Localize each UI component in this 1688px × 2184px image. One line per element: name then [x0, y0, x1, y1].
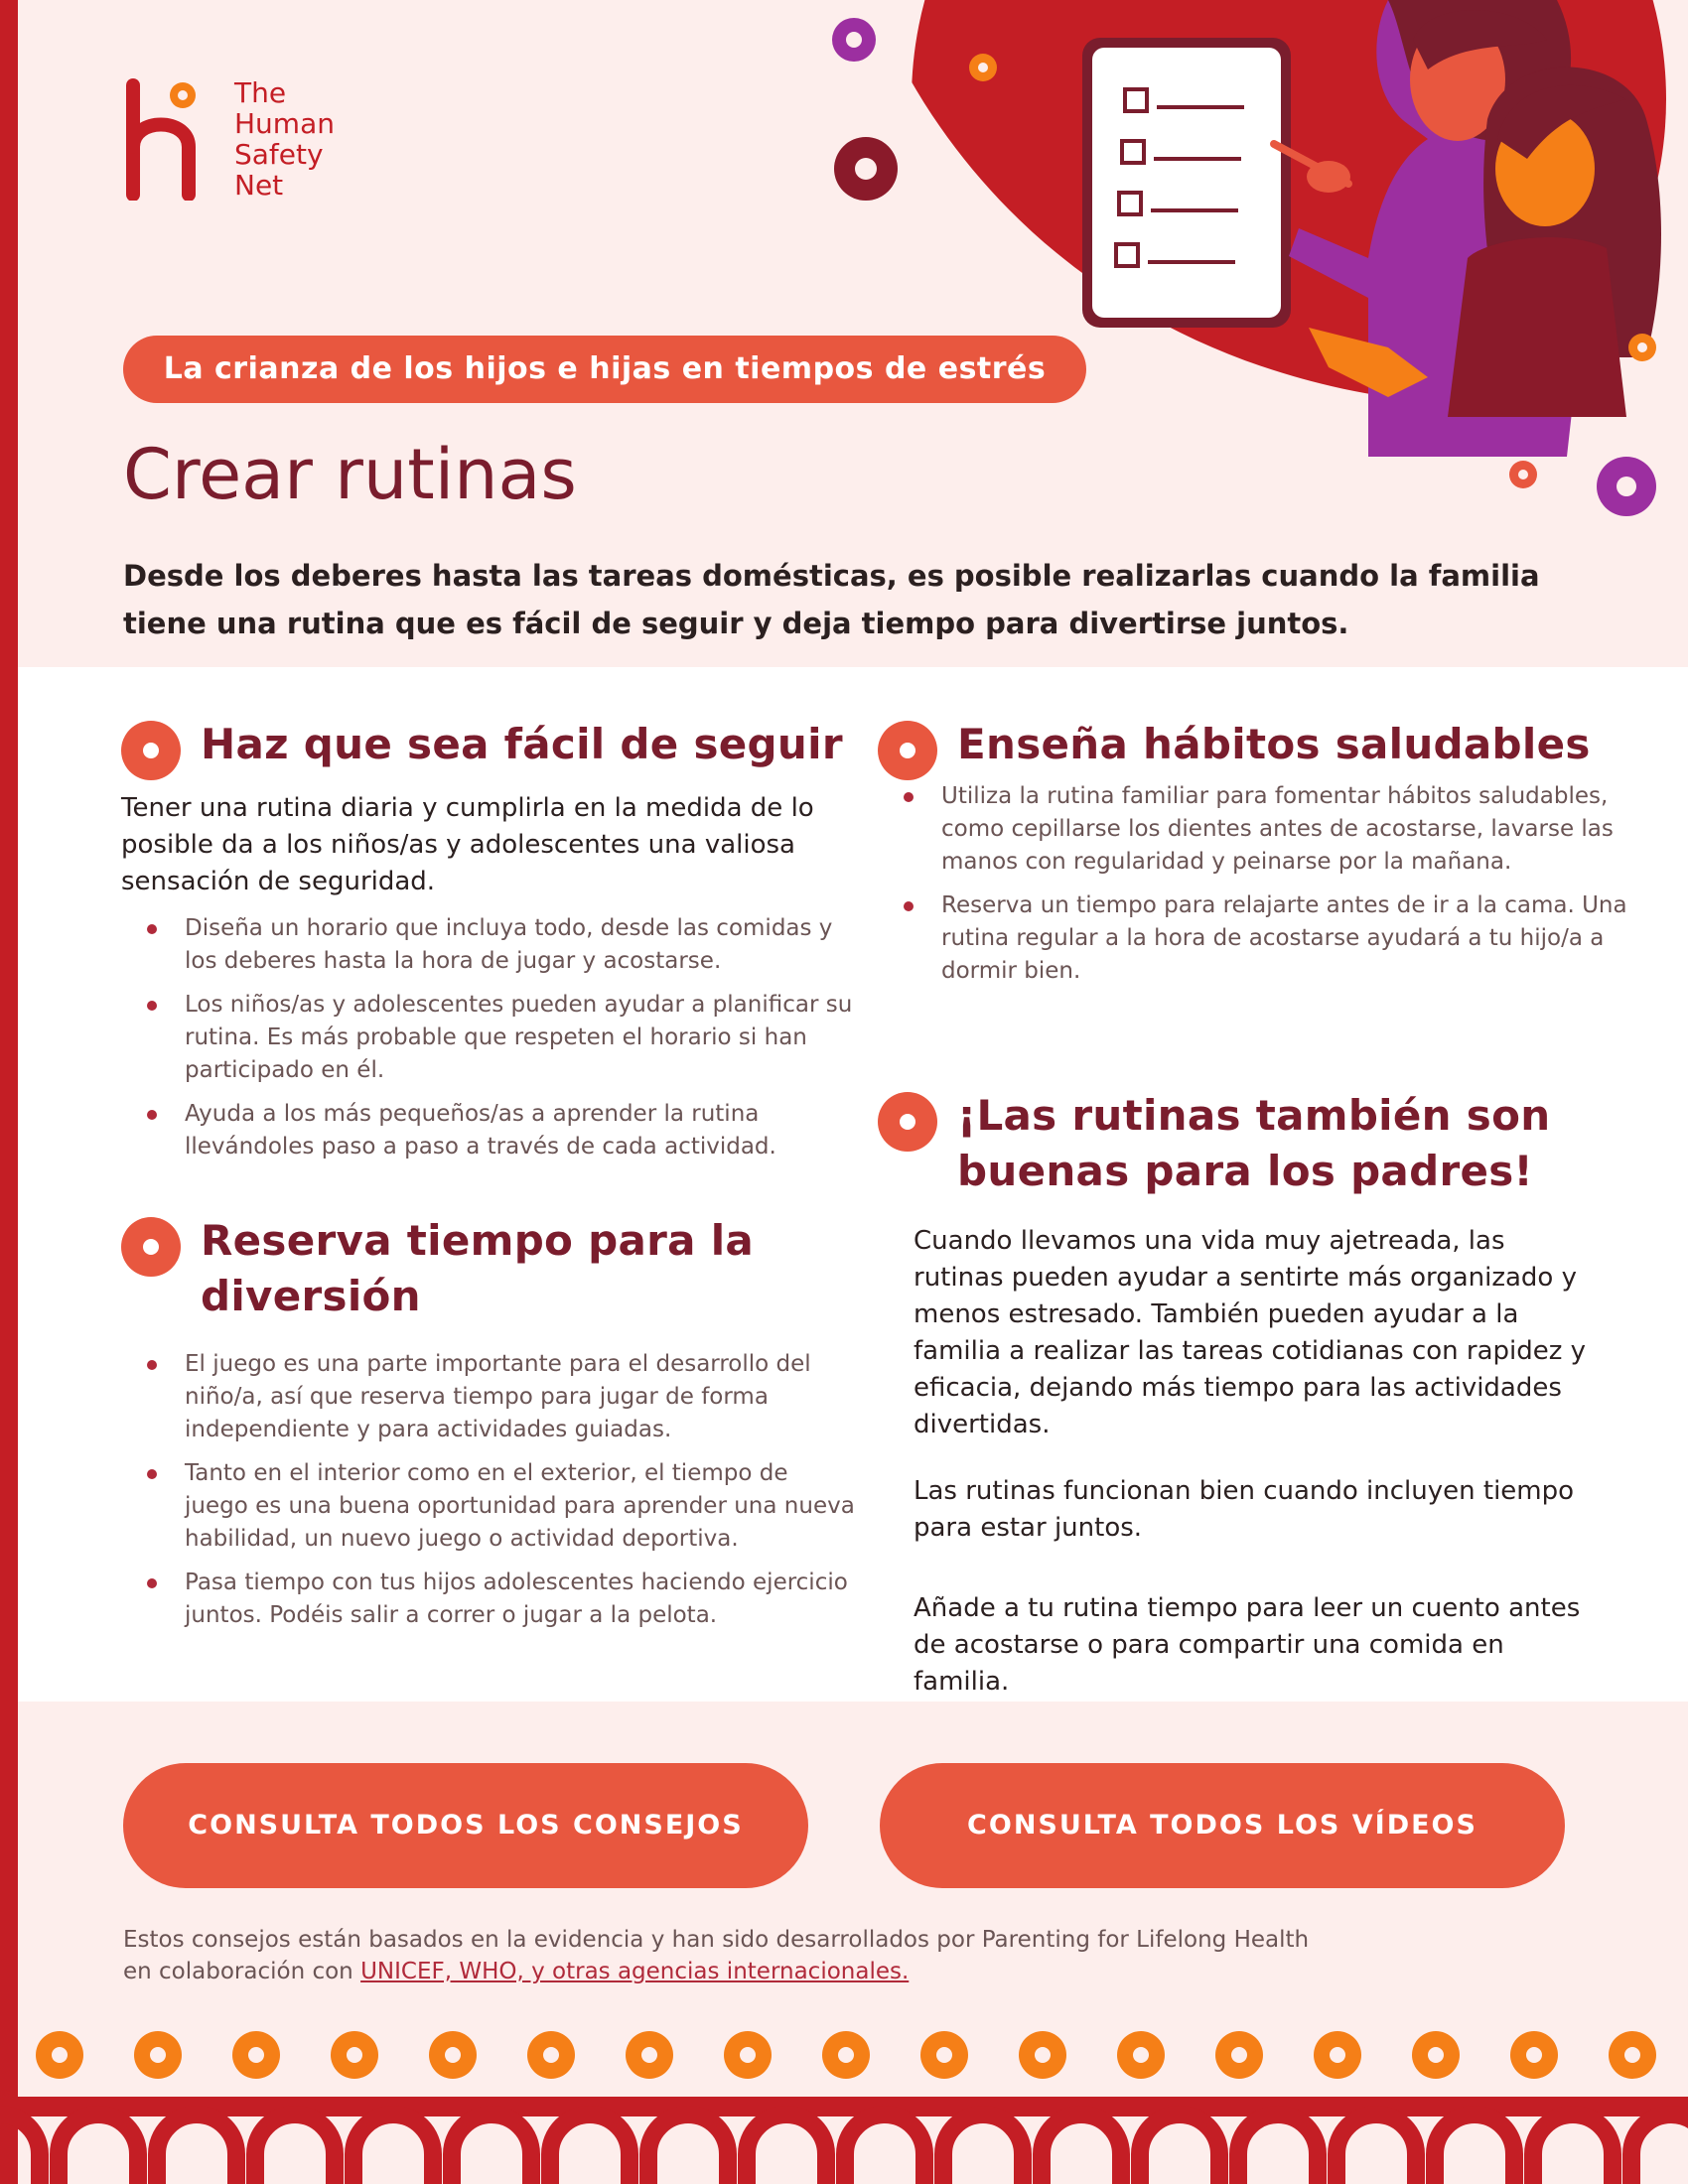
section-parents-body	[878, 1223, 1593, 1701]
section-parents-title-line-2: buenas para los padres!	[957, 1147, 1533, 1195]
arch-shape	[1336, 2115, 1416, 2184]
section-fun-title-line-1: Reserva tiempo para la	[201, 1216, 755, 1265]
dot-center	[1035, 2047, 1051, 2063]
target-dot-icon	[878, 721, 937, 780]
dot-center	[1231, 2047, 1247, 2063]
partners-link[interactable]: UNICEF, WHO, y otras agencias internacionales.	[360, 1959, 910, 1984]
credits-text	[123, 1924, 1513, 1987]
arch-shape	[59, 2115, 138, 2184]
section-easy-header	[121, 717, 856, 772]
dot-center	[838, 2047, 854, 2063]
target-dot-icon	[878, 1092, 937, 1152]
dot-center	[1133, 2047, 1149, 2063]
credits-line-1: Estos consejos están basados en la evidencia y han sido desarrollados por Parenting for Lifelong Health	[123, 1927, 1310, 1953]
arch-shape	[943, 2115, 1023, 2184]
arch-shape	[1042, 2115, 1121, 2184]
credits-line-2	[123, 1956, 1513, 1987]
target-dot-icon	[121, 1217, 181, 1277]
view-all-videos-button[interactable]: CONSULTA TODOS LOS VÍDEOS	[880, 1763, 1565, 1888]
intro-line-1: Desde los deberes hasta las tareas domésticas, es posible realizarlas cuando la familia	[123, 559, 1540, 593]
section-fun-title	[201, 1213, 856, 1324]
list-item: Pasa tiempo con tus hijos adolescentes haciendo ejercicio juntos. Podéis salir a correr o jugar a la pelota.	[121, 1567, 856, 1632]
arch-shape	[1631, 2115, 1688, 2184]
section-habits-header	[878, 717, 1632, 772]
decorative-arch-border	[0, 2015, 1688, 2184]
page-title: Crear rutinas	[123, 434, 577, 515]
target-dot-icon	[121, 721, 181, 780]
parents-paragraph-1: Cuando llevamos una vida muy ajetreada, las rutinas pueden ayudar a sentirte más organizado y menos estresado. También pueden ayudar a la familia a realizar las tareas cotidianas con rapidez y eficacia, dejando más tiempo para las actividades divertidas.	[914, 1226, 1587, 1439]
dot-center	[347, 2047, 362, 2063]
arch-shape	[550, 2115, 630, 2184]
arch-shape	[452, 2115, 531, 2184]
section-parents	[878, 1088, 1632, 1701]
section-easy-title: Haz que sea fácil de seguir	[201, 720, 843, 768]
dot-center	[445, 2047, 461, 2063]
arch-shape	[353, 2115, 433, 2184]
brand-line-2: Human	[234, 107, 335, 140]
left-accent-bar	[0, 0, 18, 2184]
list-item: Tanto en el interior como en el exterior, el tiempo de juego es una buena oportunidad para aprender una nueva habilidad, un nuevo juego o actividad deportiva.	[121, 1457, 856, 1556]
brand-line-3: Safety	[234, 138, 324, 171]
section-parents-title	[957, 1088, 1632, 1199]
arch-band	[0, 2097, 1688, 2116]
arch-shape	[1140, 2115, 1219, 2184]
arch-shape	[747, 2115, 826, 2184]
arch-shape	[648, 2115, 728, 2184]
section-parents-title-line-1: ¡Las rutinas también son	[957, 1091, 1551, 1140]
brand-line-4: Net	[234, 169, 284, 202]
brand-name	[234, 77, 335, 201]
list-item: Reserva un tiempo para relajarte antes de ir a la cama. Una rutina regular a la hora de acostarse ayudará a tu hijo/a a dormir bien.	[878, 889, 1632, 988]
arch-shape	[1533, 2115, 1613, 2184]
section-habits-list	[878, 780, 1632, 988]
human-safety-net-logo-icon	[121, 77, 240, 201]
section-habits	[878, 717, 1632, 999]
brand-line-1: The	[234, 76, 287, 109]
list-item: Ayuda a los más pequeños/as a aprender la rutina llevándoles paso a paso a través de cada actividad.	[121, 1098, 856, 1163]
series-tag: La crianza de los hijos e hijas en tiempos de estrés	[123, 336, 1086, 403]
arch-shape	[255, 2115, 335, 2184]
dot-center	[1624, 2047, 1640, 2063]
dot-center	[543, 2047, 559, 2063]
arch-shape	[1435, 2115, 1514, 2184]
parents-paragraph-3: Añade a tu rutina tiempo para leer un cuento antes de acostarse o para compartir una comida en familia.	[914, 1593, 1581, 1697]
section-fun	[121, 1213, 856, 1643]
list-item: Diseña un horario que incluya todo, desde las comidas y los deberes hasta la hora de jugar y acostarse.	[121, 912, 856, 978]
dot-center	[1330, 2047, 1345, 2063]
arch-shape	[845, 2115, 924, 2184]
section-fun-header	[121, 1213, 856, 1324]
parents-paragraph-2: Las rutinas funcionan bien cuando incluyen tiempo para estar juntos.	[914, 1476, 1575, 1543]
dot-center	[52, 2047, 68, 2063]
dot-center	[641, 2047, 657, 2063]
dot-center	[1526, 2047, 1542, 2063]
list-item: Los niños/as y adolescentes pueden ayudar a planificar su rutina. Es más probable que respeten el horario si han participado en él.	[121, 989, 856, 1087]
view-all-tips-button[interactable]: CONSULTA TODOS LOS CONSEJOS	[123, 1763, 808, 1888]
section-easy	[121, 717, 856, 1174]
list-item: Utiliza la rutina familiar para fomentar hábitos saludables, como cepillarse los dientes antes de acostarse, lavarse las manos con regularidad y peinarse por la mañana.	[878, 780, 1632, 879]
section-fun-list	[121, 1348, 856, 1632]
section-easy-lead: Tener una rutina diaria y cumplirla en la medida de lo posible da a los niños/as y adolescentes una valiosa sensación de seguridad.	[121, 793, 814, 896]
hero-banner	[18, 0, 1688, 667]
section-easy-list	[121, 912, 856, 1163]
dot-center	[248, 2047, 264, 2063]
list-item: El juego es una parte importante para el desarrollo del niño/a, así que reserva tiempo para jugar de forma independiente y para actividades guiadas.	[121, 1348, 856, 1446]
arch-shape	[157, 2115, 236, 2184]
credits-prefix: en colaboración con	[123, 1959, 361, 1984]
dot-center	[1428, 2047, 1444, 2063]
intro-text	[123, 552, 1540, 647]
arch-shape	[0, 2115, 40, 2184]
arch-shape	[1238, 2115, 1318, 2184]
dot-center	[740, 2047, 756, 2063]
dot-center	[150, 2047, 166, 2063]
section-habits-title: Enseña hábitos saludables	[957, 720, 1591, 768]
section-fun-title-line-2: diversión	[201, 1272, 421, 1320]
dot-center	[936, 2047, 952, 2063]
section-parents-header	[878, 1088, 1632, 1199]
intro-line-2: tiene una rutina que es fácil de seguir y deja tiempo para divertirse juntos.	[123, 607, 1349, 640]
